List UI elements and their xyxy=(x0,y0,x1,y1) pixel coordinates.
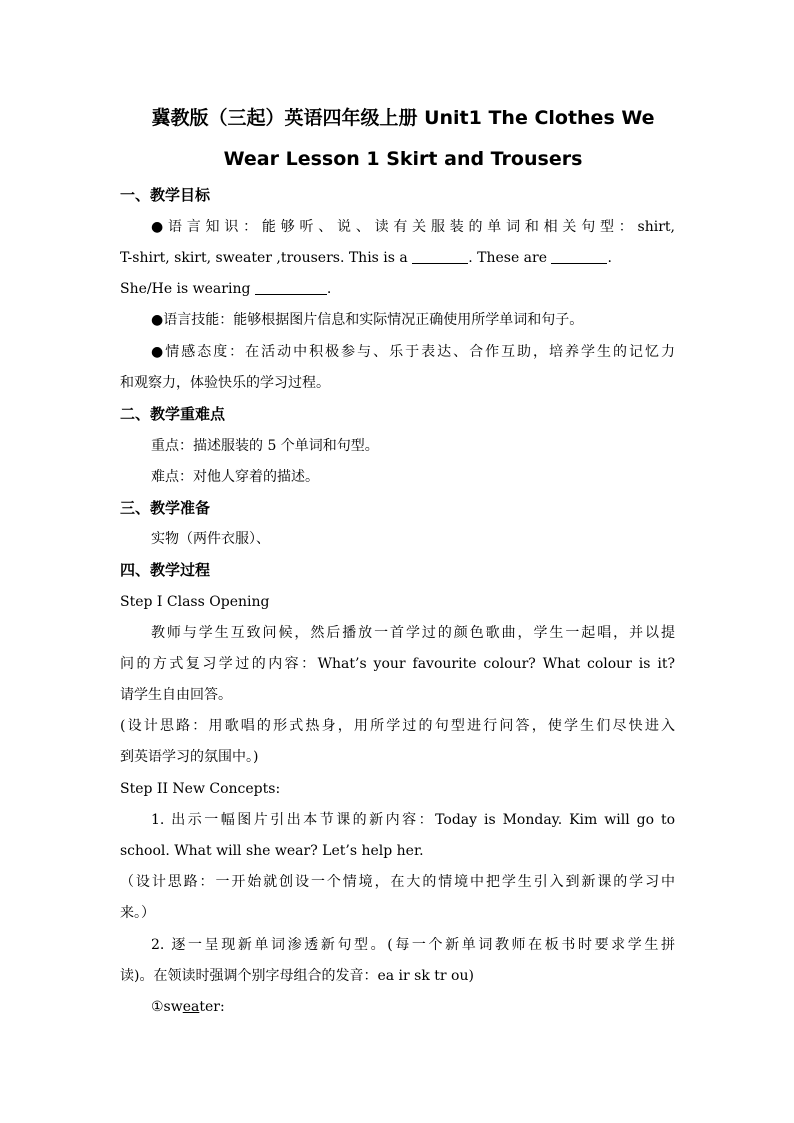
document-title-line2: Wear Lesson 1 Skirt and Trousers xyxy=(223,148,583,170)
vocab-word-highlight: ea xyxy=(182,999,200,1015)
step1-paragraph-line2: 问的方式复习学过的内容：What’s your favourite colour? What colour is it? xyxy=(120,656,675,672)
goal-skill: ●语言技能：能够根据图片信息和实际情况正确使用所学单词和句子。 xyxy=(151,312,584,328)
knowledge-sentence-a: T-shirt, skirt, sweater ,trousers. This is a xyxy=(120,250,408,266)
knowledge-sentence-c: . xyxy=(607,250,612,266)
fill-blank xyxy=(412,249,468,264)
knowledge-sentence-d: She/He is wearing xyxy=(120,281,251,297)
step2-item1-line2: school. What will she wear? Let’s help her. xyxy=(120,843,424,859)
knowledge-sentence-b: . These are xyxy=(468,250,548,266)
step1-title: Step I Class Opening xyxy=(120,594,270,610)
step2-item2-line1: 2. 逐一呈现新单词渗透新句型。(每一个新单词教师在板书时要求学生拼 xyxy=(151,937,675,953)
step1-design-note-line2: 到英语学习的氛围中。) xyxy=(120,749,259,765)
vocab-word-suffix: ter: xyxy=(199,999,225,1015)
goal-attitude-line1: ●情感态度：在活动中积极参与、乐于表达、合作互助，培养学生的记忆力 xyxy=(151,344,675,360)
section-heading-key-points: 二、教学重难点 xyxy=(120,405,226,423)
step1-paragraph-line1: 教师与学生互致问候，然后播放一首学过的颜色歌曲，学生一起唱，并以提 xyxy=(151,625,675,641)
goal-knowledge-line1: ●语言知识：能够听、说、读有关服装的单词和相关句型：shirt, xyxy=(151,219,675,235)
fill-blank xyxy=(551,249,607,264)
vocab-word-prefix: ①sw xyxy=(151,999,183,1015)
goal-attitude-line2: 和观察力，体验快乐的学习过程。 xyxy=(120,375,330,391)
knowledge-sentence-e: . xyxy=(326,281,332,297)
document-title-line1: 冀教版（三起）英语四年级上册 Unit1 The Clothes We xyxy=(151,107,655,129)
preparation-text: 实物（两件衣服）、 xyxy=(151,531,270,547)
step1-design-note-line1: (设计思路：用歌唱的形式热身，用所学过的句型进行问答，使学生们尽快进入 xyxy=(120,718,675,734)
step2-design-note-line1: （设计思路：一开始就创设一个情境，在大的情境中把学生引入到新课的学习中 xyxy=(120,874,675,890)
goal-knowledge-line3 xyxy=(120,279,675,299)
step2-item1-line1: 1. 出示一幅图片引出本节课的新内容：Today is Monday. Kim will go to xyxy=(151,812,675,828)
step2-title: Step II New Concepts: xyxy=(120,781,281,797)
difficult-point: 难点：对他人穿着的描述。 xyxy=(151,469,319,485)
section-heading-goals: 一、教学目标 xyxy=(120,186,211,204)
fill-blank xyxy=(255,280,327,295)
key-point: 重点：描述服装的 5 个单词和句型。 xyxy=(151,438,379,454)
vocab-word-sweater xyxy=(151,997,675,1017)
goal-knowledge-line2 xyxy=(120,248,675,268)
step2-design-note-line2: 来。） xyxy=(120,905,155,921)
section-heading-process: 四、教学过程 xyxy=(120,561,211,579)
section-heading-preparation: 三、教学准备 xyxy=(120,499,211,517)
step1-paragraph-line3: 请学生自由回答。 xyxy=(120,687,232,703)
step2-item2-line2: 读)。在领读时强调个别字母组合的发音：ea ir sk tr ou) xyxy=(120,968,474,984)
